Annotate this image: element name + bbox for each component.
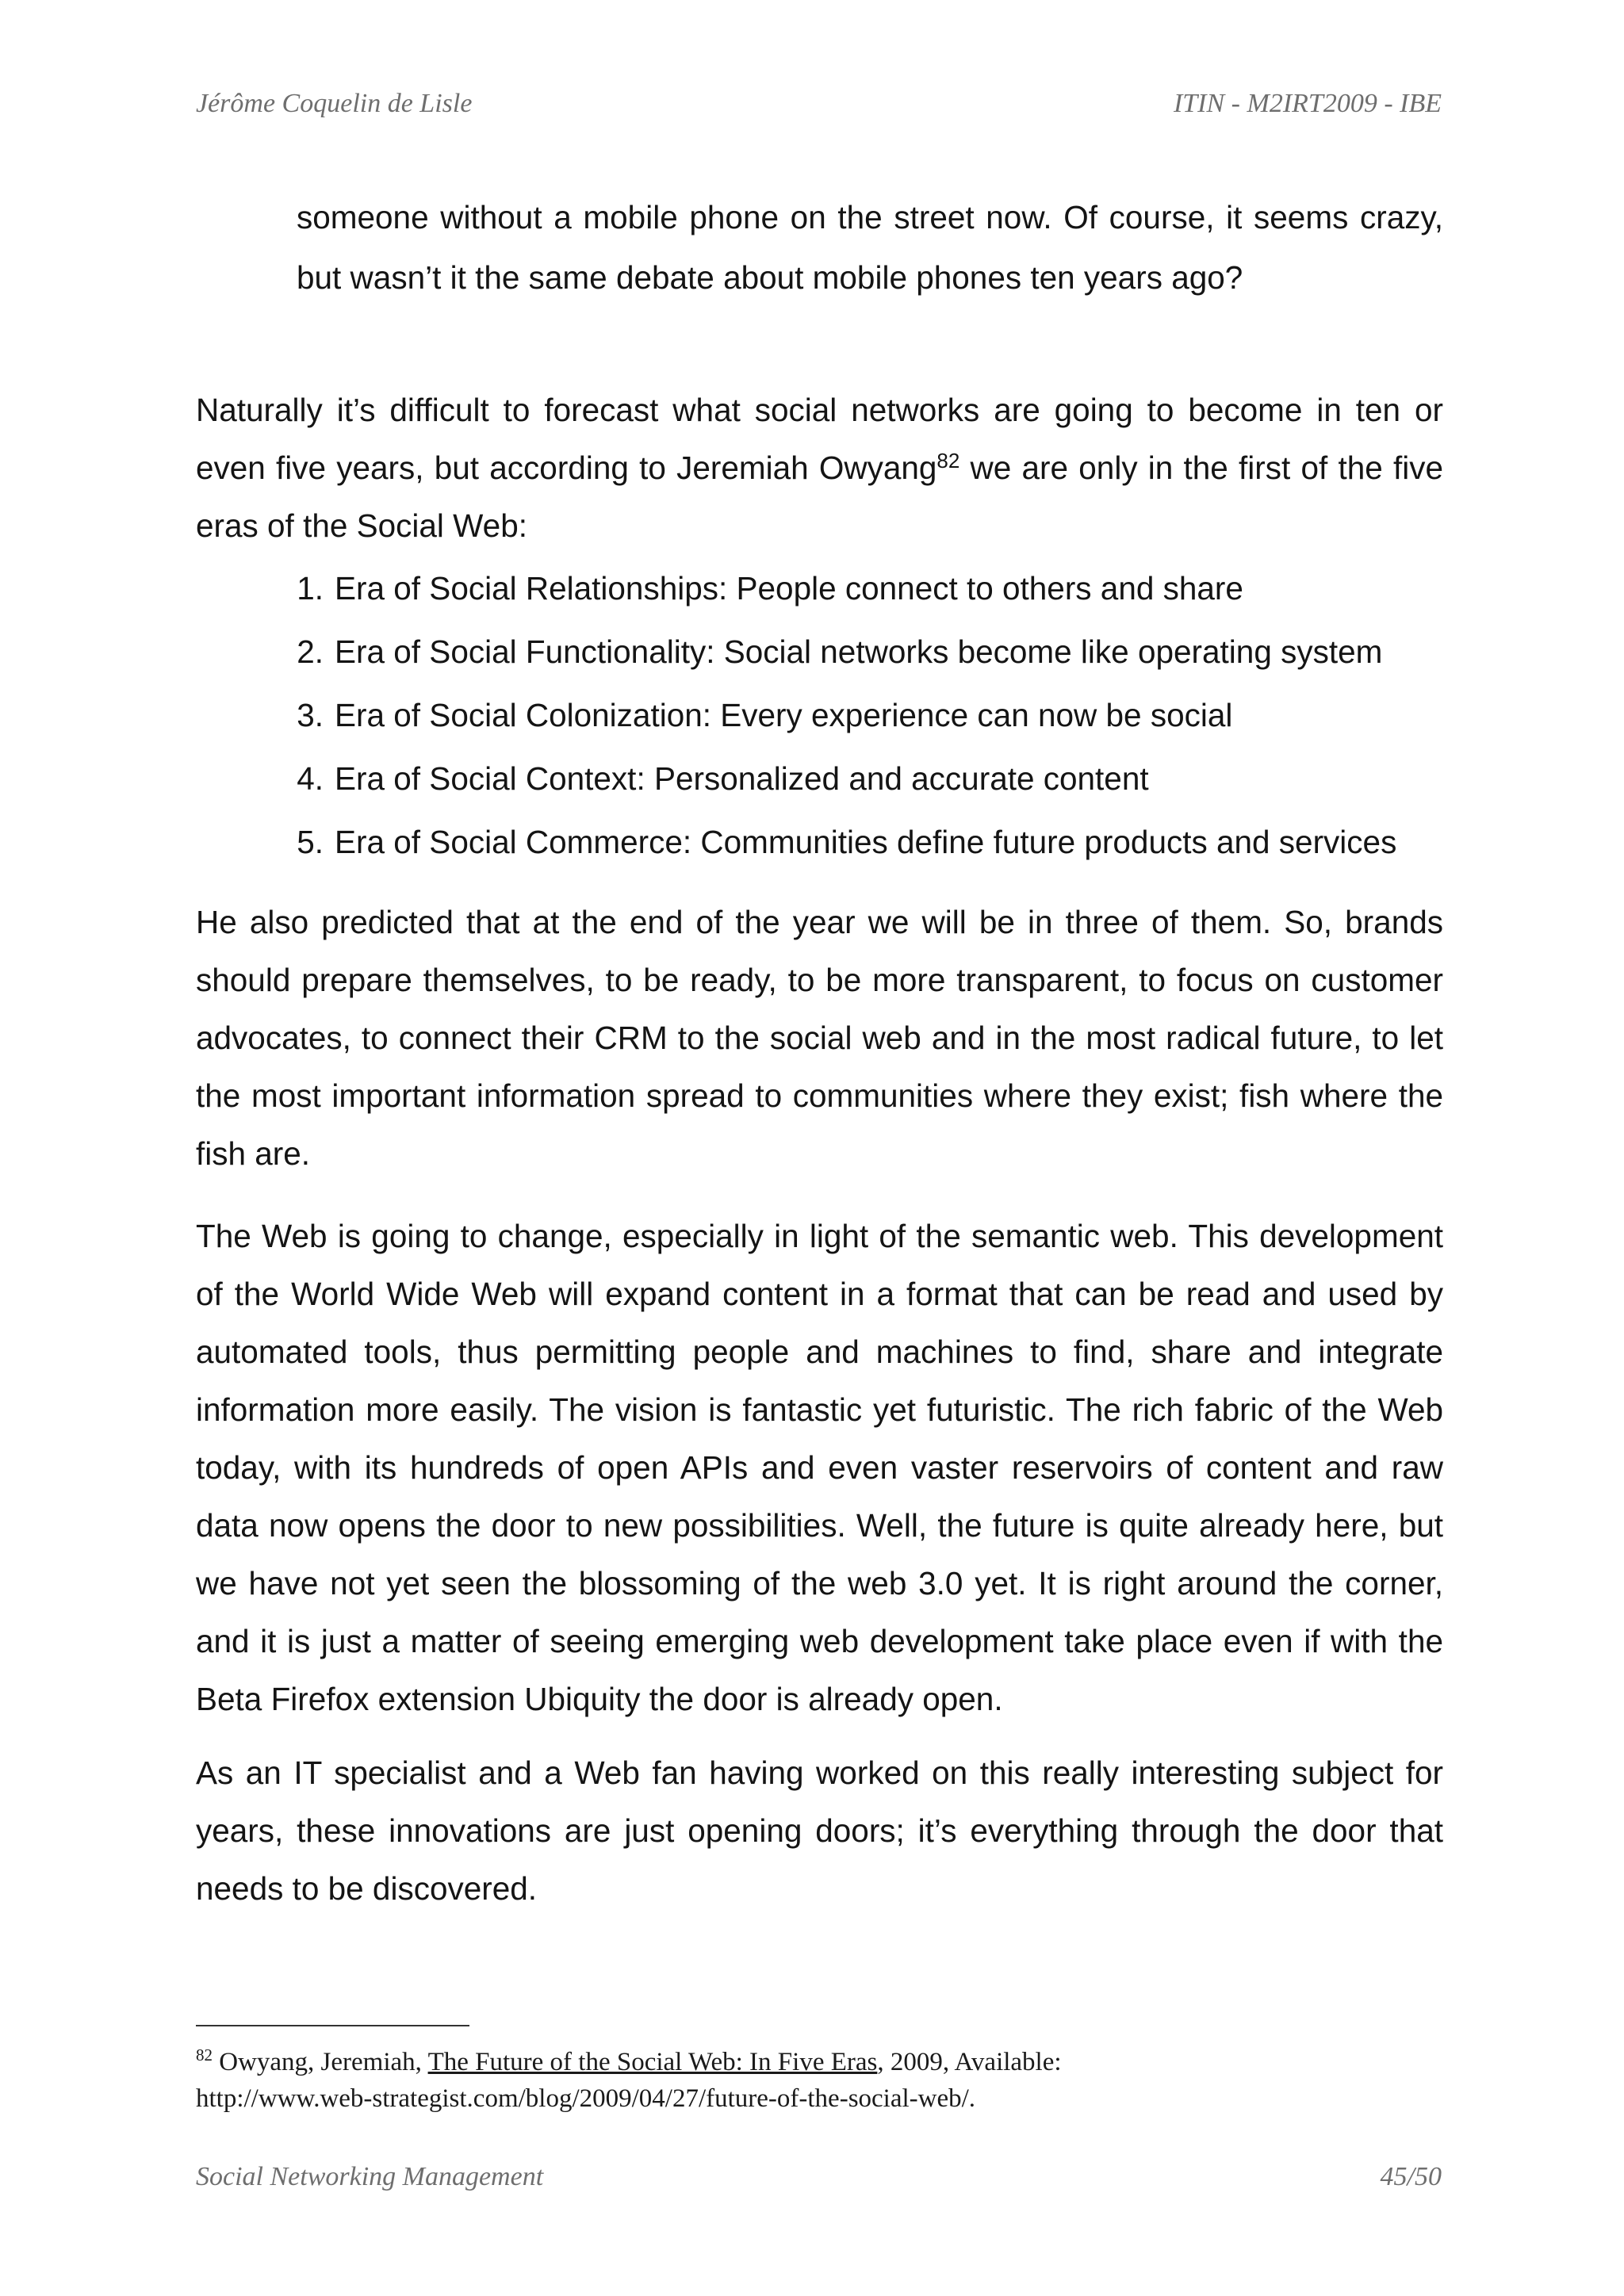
list-item-number: 2. <box>297 633 324 670</box>
list-item <box>262 687 1467 750</box>
footnote-details: , 2009, Available: <box>877 2048 1062 2076</box>
list-item <box>262 623 1467 687</box>
list-item-number: 3. <box>297 697 324 733</box>
paragraph-brand-prediction: He also predicted that at the end of the year we will be in three of them. So, brands should prepare themselves, to be ready, to be more transparent, to focus on customer advocates, to connect their CRM to the social web and in the most radical future, to let the most important information spread to communities where they exist; fish where the fish are. <box>196 904 1443 1172</box>
paragraph-semantic-web: The Web is going to change, especially in light of the semantic web. This development of the World Wide Web will expand content in a format that can be read and used by automated tools, thus permitting people and machines to find, share and integrate information more easily. The vision is fantastic yet futuristic. The rich fabric of the Web today, with its hundreds of open APIs and even vaster reservoirs of content and raw data now opens the door to new possibilities. Well, the future is quite already here, but we have not yet seen the blossoming of the web 3.0 yet. It is right around the corner, and it is just a matter of seeing emerging web development take place even if with the Beta Firefox extension Ubiquity the door is already open. <box>196 1218 1443 1717</box>
list-item-text: Era of Social Functionality: Social networks become like operating system <box>335 633 1383 670</box>
list-item <box>262 750 1467 813</box>
footer-document-title: Social Networking Management <box>196 2162 544 2191</box>
list-item-number: 5. <box>297 824 324 860</box>
paragraph-text: Naturally it’s difficult to forecast what social networks are going to become in ten or even five years, but according to Jeremiah Owyang <box>196 392 1443 486</box>
footnote <box>196 2044 1443 2117</box>
list-item-text: Era of Social Colonization: Every experience can now be social <box>335 697 1233 733</box>
list-item-text: Era of Social Commerce: Communities define future products and services <box>335 824 1397 860</box>
list-item <box>262 813 1467 877</box>
header-course-code: ITIN - M2IRT2009 - IBE <box>1173 89 1442 118</box>
footnote-number: 82 <box>196 2045 213 2064</box>
footnote-divider <box>196 2025 469 2026</box>
list-item-number: 1. <box>297 570 324 607</box>
block-quote: someone without a mobile phone on the street now. Of course, it seems crazy, but wasn’t it the same debate about mobile phones ten years ago? <box>297 199 1443 296</box>
footnote-title-link[interactable]: The Future of the Social Web: In Five Eras <box>427 2048 878 2076</box>
page-number: 45/50 <box>1380 2162 1442 2191</box>
paragraph-social-web-eras-intro <box>196 381 1443 555</box>
paragraph-text: we are only in the first of the five eras of the Social Web: <box>196 450 1443 544</box>
header-author: Jérôme Coquelin de Lisle <box>196 89 473 118</box>
list-item-text: Era of Social Relationships: People connect to others and share <box>335 570 1243 607</box>
list-item <box>262 560 1467 623</box>
list-item-text: Era of Social Context: Personalized and accurate content <box>335 760 1149 797</box>
eras-list <box>262 560 1467 877</box>
footnote-ref-82[interactable]: 82 <box>936 449 960 473</box>
footnote-url[interactable]: http://www.web-strategist.com/blog/2009/04/27/future-of-the-social-web/. <box>196 2084 976 2113</box>
footnote-author: Owyang, Jeremiah, <box>213 2048 428 2076</box>
paragraph-conclusion: As an IT specialist and a Web fan having worked on this really interesting subject for years, these innovations are just opening doors; it’s everything through the door that needs to be discovered. <box>196 1755 1443 1907</box>
list-item-number: 4. <box>297 760 324 797</box>
